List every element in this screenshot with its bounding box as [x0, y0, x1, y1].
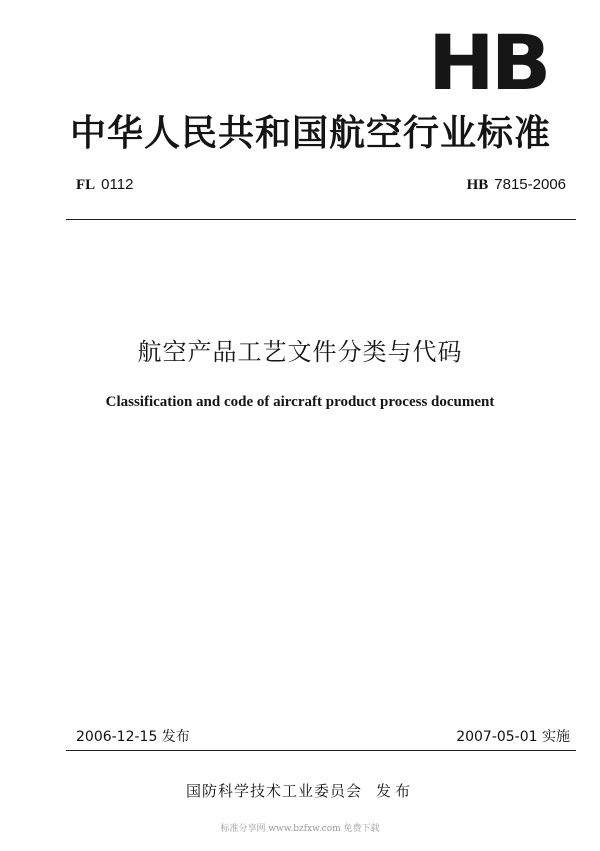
document-title-cn: 航空产品工艺文件分类与代码 [137, 338, 463, 366]
hb-logo: HB [428, 18, 548, 107]
classification-number: 0112 [101, 176, 134, 193]
bottom-divider [66, 750, 576, 751]
standard-prefix: HB [466, 177, 489, 193]
publisher-action: 发布 [376, 782, 415, 800]
publisher-name: 国防科学技术工业委员会 [185, 782, 362, 800]
implement-date: 2007-05-01 实施 [456, 729, 570, 745]
standard-number [467, 174, 566, 195]
main-title: 中华人民共和国航空行业标准 [70, 113, 552, 154]
document-title-en: Classification and code of aircraft product process document [105, 394, 495, 410]
watermark-text: 标准分享网 www.bzfxw.com 免费下载 [220, 824, 380, 834]
classification-code [76, 174, 133, 195]
top-divider [66, 219, 576, 220]
publisher [0, 780, 600, 802]
classification-prefix: FL [76, 177, 96, 193]
issue-date: 2006-12-15 发布 [76, 729, 190, 745]
standard-number-value: 7815-2006 [494, 176, 566, 193]
